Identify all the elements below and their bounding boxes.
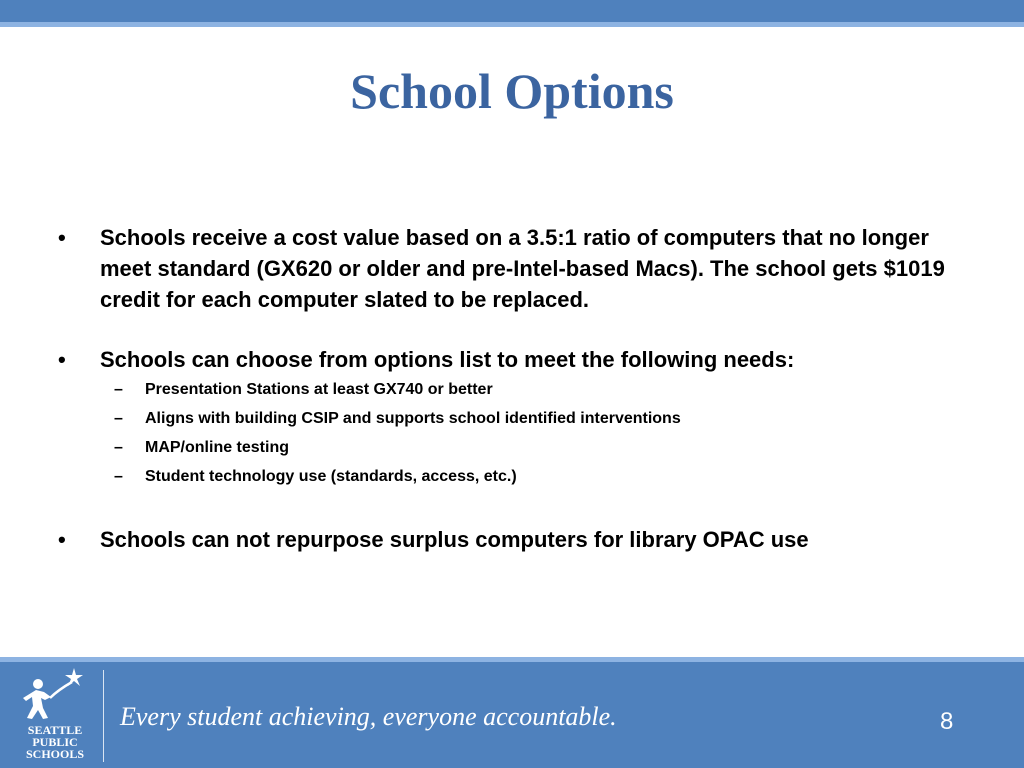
- bullet-text: Schools can not repurpose surplus computers for library OPAC use: [100, 527, 809, 552]
- bullet-item: [58, 344, 978, 375]
- sub-item: [58, 404, 978, 433]
- footer-divider: [103, 670, 104, 762]
- top-band: [0, 0, 1024, 22]
- footer-band: [0, 662, 1024, 768]
- bullet-marker: •: [58, 225, 66, 250]
- bullet-text: Schools can choose from options list to meet the following needs:: [100, 347, 795, 372]
- bullet-item: [58, 524, 978, 555]
- sub-item: [58, 375, 978, 404]
- sub-marker: –: [114, 439, 123, 456]
- sub-text: Aligns with building CSIP and supports school identified interventions: [145, 410, 681, 427]
- seattle-public-schools-logo: [14, 664, 94, 764]
- sub-text: Presentation Stations at least GX740 or better: [145, 381, 493, 398]
- sub-marker: –: [114, 410, 123, 427]
- bullet-marker: •: [58, 527, 66, 552]
- bullet-marker: •: [58, 347, 66, 372]
- sub-marker: –: [114, 468, 123, 485]
- logo-wordmark: SEATTLE PUBLIC SCHOOLS: [25, 723, 85, 761]
- slide-body: [58, 222, 978, 555]
- slide-title: School Options: [350, 63, 674, 119]
- sub-marker: –: [114, 381, 123, 398]
- sub-item: [58, 433, 978, 462]
- footer-motto: Every student achieving, everyone accountable.: [120, 702, 617, 731]
- bullet-item: [58, 222, 978, 315]
- page-number: 8: [940, 708, 954, 735]
- sub-text: MAP/online testing: [145, 439, 289, 456]
- sub-text: Student technology use (standards, access, etc.): [145, 468, 517, 485]
- sub-item: [58, 462, 978, 491]
- figure-with-star-icon: [14, 664, 94, 724]
- bullet-text: Schools receive a cost value based on a 3.5:1 ratio of computers that no longer meet standard (GX620 or older and pre-Intel-based Macs). The school gets $1019 credit for each computer slated to be replaced.: [100, 225, 945, 312]
- top-accent-line: [0, 22, 1024, 27]
